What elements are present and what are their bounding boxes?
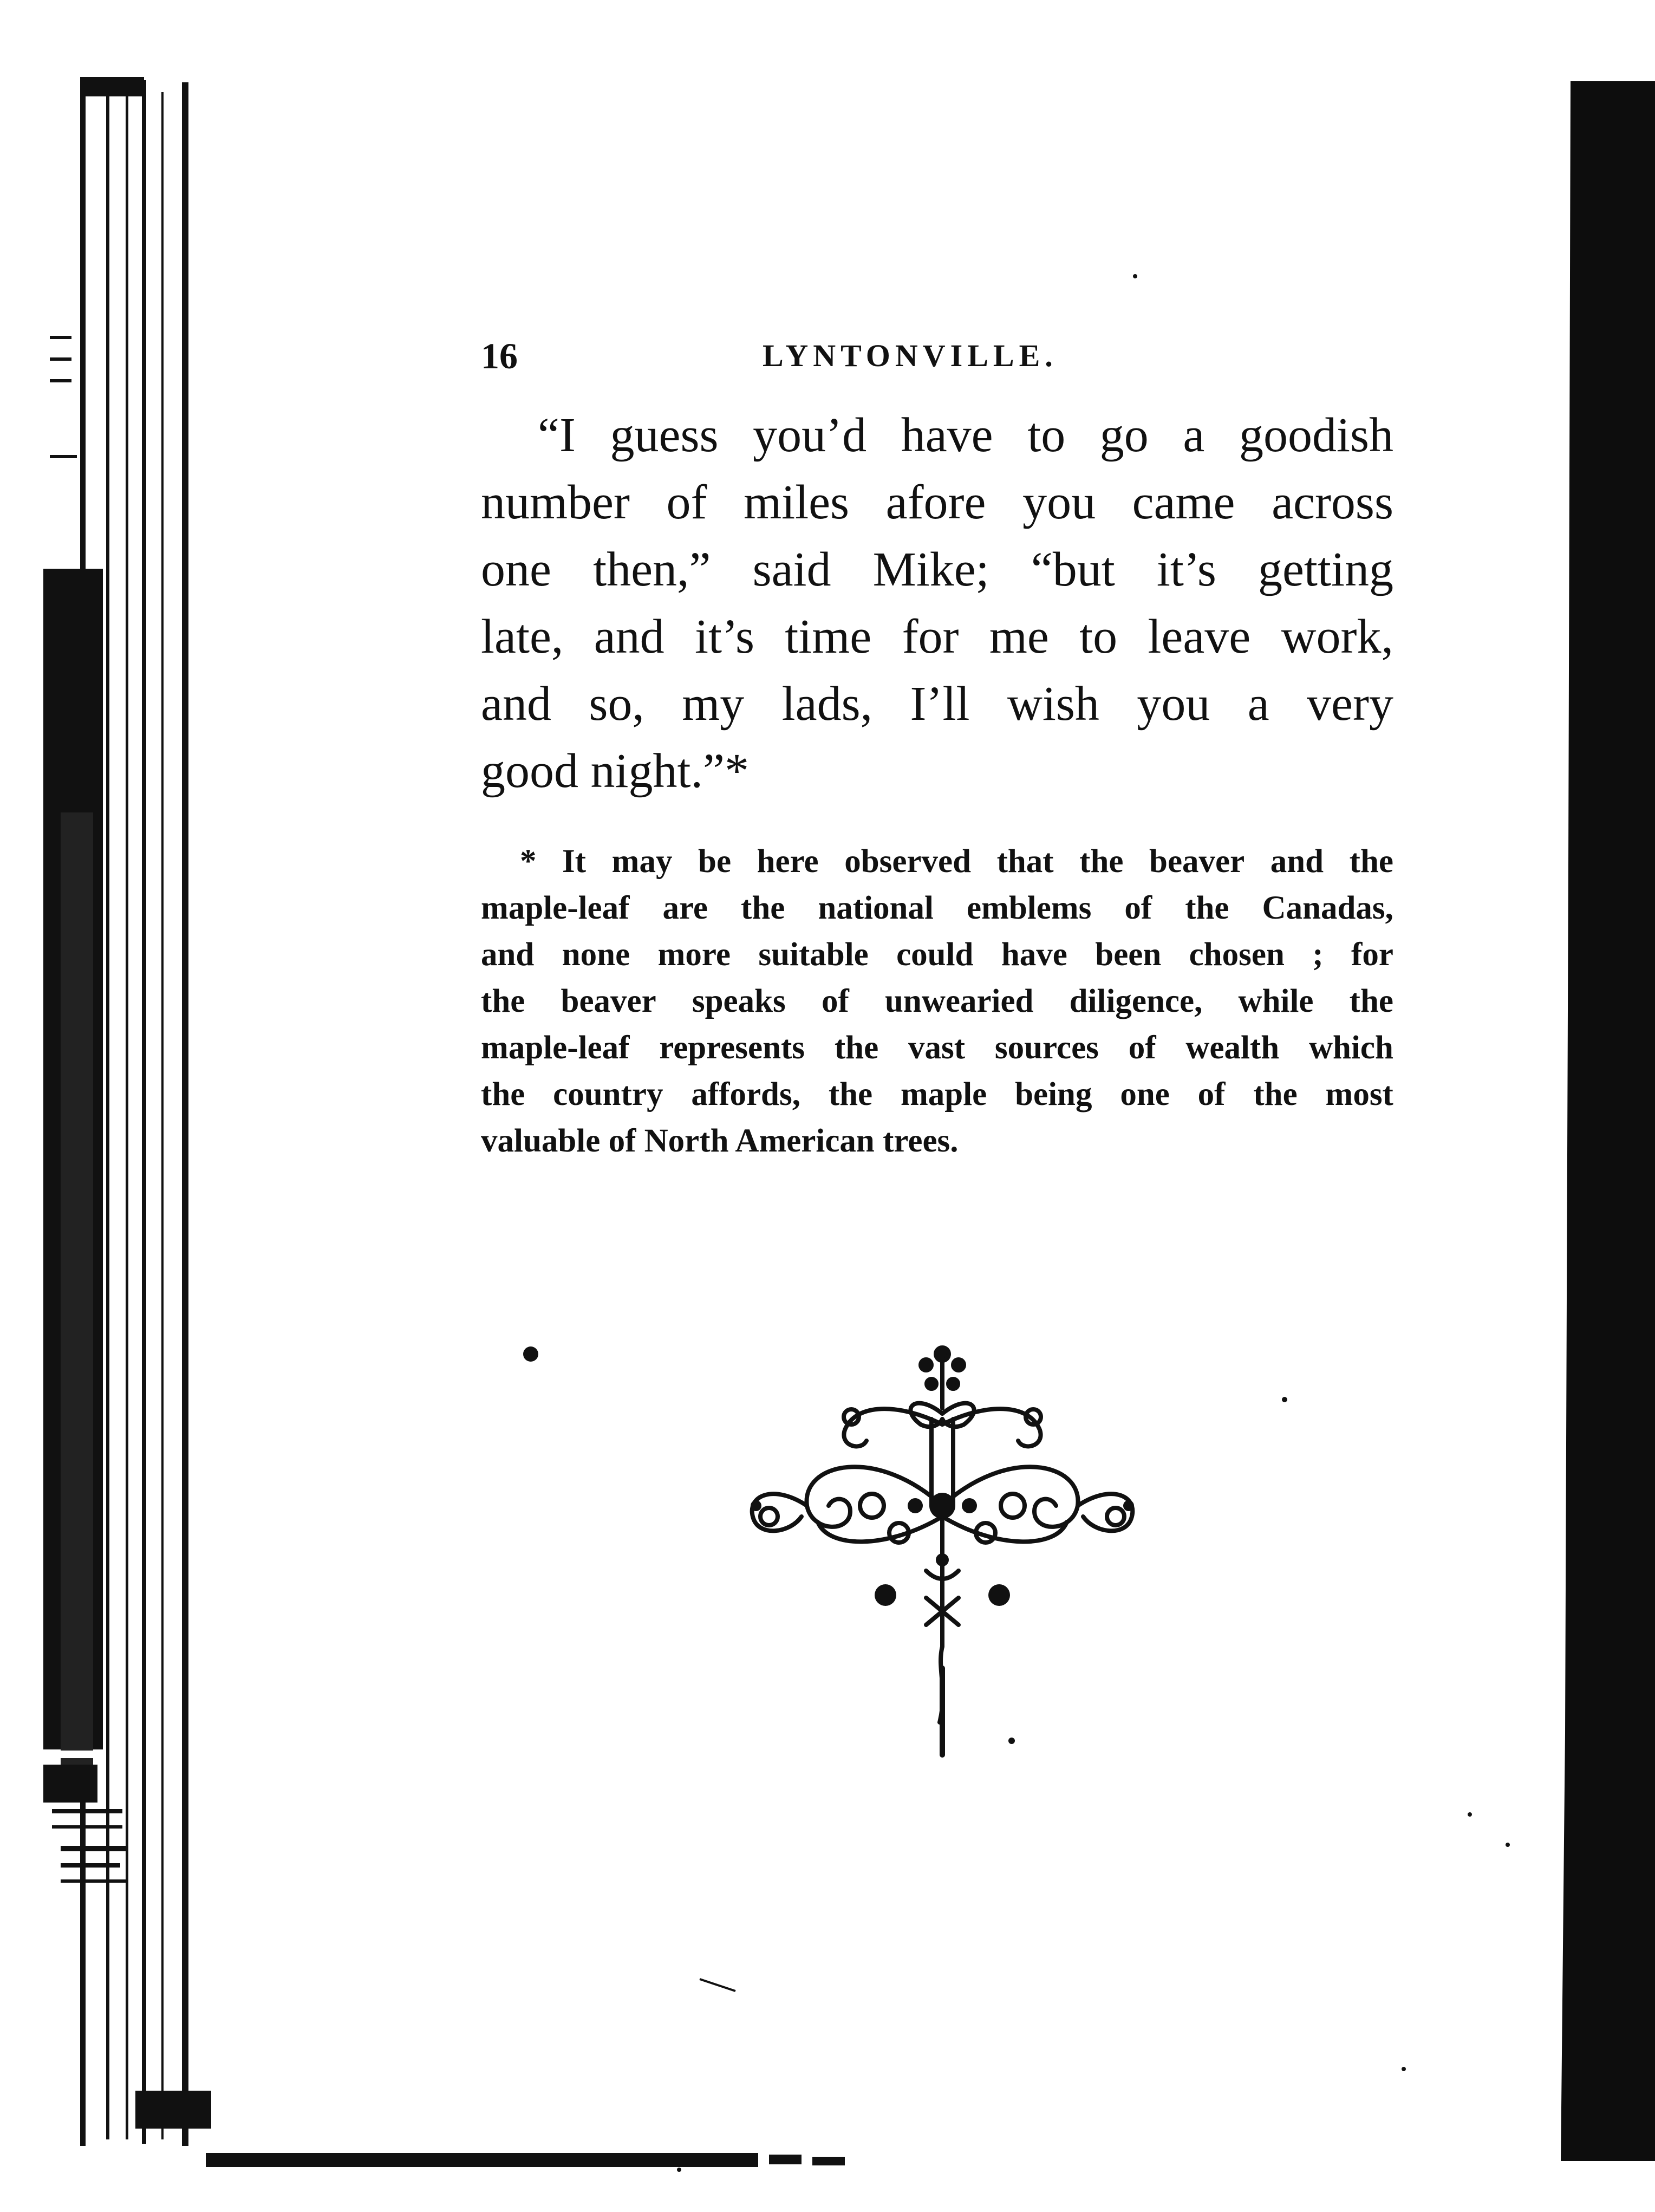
footnote-line: the beaver speaks of unwearied diligence, while the (481, 983, 1393, 1019)
footnote-line: valuable of North American trees. (481, 1123, 959, 1159)
body-line: late, and it’s time for me to leave work, (481, 610, 1393, 663)
right-edge-shadow (1561, 81, 1655, 2161)
floral-tailpiece-ornament-icon (737, 1343, 1148, 1766)
footnote-line: maple-leaf represents the vast sources of wealth which (481, 1030, 1393, 1066)
running-header (481, 331, 1098, 380)
body-line: one then,” said Mike; “but it’s getting (481, 543, 1393, 596)
page-number: 16 (481, 335, 518, 376)
body-line: number of miles afore you came across (481, 476, 1393, 529)
footnote (481, 838, 1393, 1164)
footnote-line: * It may be here observed that the beaver and the (520, 843, 1393, 880)
body-line: “I guess you’d have to go a goodish (538, 408, 1393, 462)
footnote-line: and none more suitable could have been chosen ; for (481, 936, 1393, 973)
footnote-line: the country affords, the maple being one of the most (481, 1076, 1393, 1112)
body-paragraph (481, 402, 1393, 805)
running-title: LYNTONVILLE. (763, 338, 1058, 373)
body-line: good night.”* (481, 744, 749, 798)
body-line: and so, my lads, I’ll wish you a very (481, 677, 1393, 731)
footnote-line: maple-leaf are the national emblems of the Canadas, (481, 890, 1393, 926)
